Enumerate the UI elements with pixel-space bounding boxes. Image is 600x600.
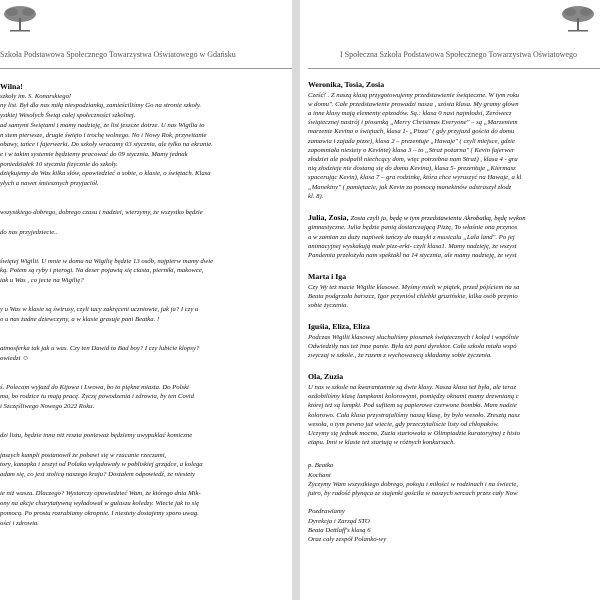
header-rule [0, 68, 292, 69]
signoff-line: Oraz cały zespół Polanko-wy [308, 535, 387, 543]
section-line: sobie życzenia. [308, 302, 349, 310]
section-line: zapomniała niestety o Kevinie) klasa 3 – to „Straż pożarna" ( Kevin fajerwer [308, 146, 515, 154]
letter-line: y u Was w klasie są świrusy, czyli tacy zakręceni uczniowie, jak ja? I czy u [0, 306, 199, 314]
signoff-line: Kochani [308, 471, 331, 479]
letter-line: n stem pierwsze, drugie święto i trochę wolnego. No i Nowy Rok, przywitanie [0, 131, 207, 139]
section-line: w domu". Całe przedstawienie prowadzi nasza , szósta klasa. My gramy główn [308, 100, 519, 108]
letter-line: poniedziałek 10 stycznia fizycznie do szkoły. [0, 160, 118, 168]
letter-line: dzi listu, będzie inna niż reszta ponieważ będziemy uwypuklać komiczne [0, 432, 193, 440]
section-inline-text: Zosia czyli ja, będę w tym przedstawieniu Akrobatką, będę wykon [350, 214, 526, 222]
signoff-line: Beata Dettlaff's klasą 6 [308, 526, 371, 534]
letter-line: atmosferka tak jak u was. Czy ten Dawid to Bad boy? I czy lubicie klopsy? [0, 344, 200, 352]
letter-line: ad samymi Świętami i mamy nadzieję, że list jeszcze dotrze. U nas Wigilia to [0, 121, 205, 129]
letter-line: ości i zdrowia. [0, 519, 39, 527]
letter-line: iak u Was , co jecie na Wigilię? [0, 277, 84, 284]
section-line: U nas w szkole na kwarantannie są dwie klasy. Nasza klasa też była, ale teraz [308, 383, 517, 391]
letter-line: dziękujemy do Was kilka słów, opowiedzieć o sobie, o klasie, o świętach. Klasa [0, 170, 211, 178]
letter-line: pomocą. Po prostu rozrabiamy okropnie. I niestety dostajemy sporo uwag. [0, 509, 199, 517]
section-author-names: Julia, Zosia [308, 212, 347, 222]
section-line: Podczas Wigilii klasowej słuchaliśmy piosenek świątecznych i kolęd i wspólnie [308, 333, 519, 341]
section-line: zamawia i zajada pizze), klasa 2 – prezentuje „Hawaje" ( czyli miejsce, gdzie [308, 137, 515, 145]
letter-line: ką. Potem są ryby i pierogi. Na deser pojawią się ciasta, pierniki, makowce, [0, 267, 204, 275]
letter-line: ny list. Był dla nas miłą niespodzianką, zamieściliśmy Go na stronie szkoły. [0, 102, 202, 110]
letter-line: jaszych kumpli postanowił że pobawi się w rzucanie rzeczami, [0, 451, 167, 459]
section-line: złodziei ale podpalił niechcący dom, więc potrzebna nam Straż) , klasa 4 - gra [308, 155, 518, 163]
letter-line: adam się, co jest stolicą naszego kraju? Dostałem odpowiedź, że niestety [0, 471, 196, 478]
section-line: ozdobiliśmy klasę lampkami kolorowymi, pomiędzy oknami mamy drewnianą c [308, 393, 519, 401]
section-line: zwyczaj w szkole., że razem z wychowawcą składamy sobie życzenia. [308, 352, 492, 360]
letter-line: ie niż wasza. Dlaczego? Wystarczy opowiedzieć Wam, że którego dnia Mik- [0, 490, 201, 498]
section-line: Beata podgrzała barszcz, Igor przyniósł chlebki gruzińskie, kilka osób przynio [308, 292, 518, 300]
header-rule [308, 68, 600, 69]
section-author-heading: Julia, Zosia, Zosia czyli ja, będę w tym przedstawieniu Akrobatką, będę wykon [308, 212, 526, 222]
letter-line: e i w takim systemie będziemy pracować do 09 stycznia. Mamy jednak [0, 150, 188, 158]
letter-line: o u nas żadne dziewczyny, a w klasie grasuje pani Beatka. ! [0, 315, 160, 323]
letter-line: szkoły im. S. Konarskiego! [0, 92, 72, 100]
section-line: animacyjnej wyskakują małe pizz-erki- czyli klasa1. Mamy nadzieję, że wszyst [308, 242, 517, 250]
letter-line: ony na akcje charytatywną wyładował w gulaszu koledzy. Wiecie jak to się [0, 500, 200, 508]
signoff-line: p. Beatka [308, 462, 334, 470]
letter-line: ma, bo rodzice tu mają pracę. Życzę powodzenia i zdrowia, by ten Covid [0, 393, 194, 401]
letter-line: obawy, tańce i fajerwerki. Do szkoły wracamy 03 stycznia, ale tylko na ekranie. [0, 141, 213, 149]
section-line: kolorowo. Cała klasa przystrajaliśmy naszą klasę, by było wesoło. Zresztą nasz [308, 411, 520, 419]
section-author-heading [308, 272, 346, 282]
section-line: Odwiedziły nas też inne panie. Była też pani dyrektor. Cała szkoła miała wspó [308, 343, 517, 350]
signoff-line: jutro, by radość płynąca ze stajenki gościła w naszych sercach przez cały Now [308, 489, 518, 497]
letter-line: ś. Polecam wyjazd do Kijowa i Lwowa, bo to piękne miasta. Do Polski [0, 383, 189, 391]
section-line: a inne klasy mają elementy epizodów. Są.: klasa 0 nasi najmłodsi, Zerówecz [308, 109, 512, 117]
signoff-line: Dyrekcja i Zarząd STO [308, 517, 370, 525]
signoff-line: Życzymy Wam wszystkiego dobrego, pokoju i miłości w rodzinach i na świecie, [308, 480, 519, 488]
tree-logo-icon [558, 4, 598, 34]
section-line: Czy Wy też macie Wigilie klasowe. Myśmy mieli w piątek, przed pójściem na sa [308, 283, 520, 291]
school-header: Szkoła Podstawowa Społecznego Towarzystwa Oświatowego w Gdańsku [0, 50, 236, 59]
letter-line: owiedzi ☺ [0, 354, 29, 362]
section-line: a w zamian za duży napiwek tańczy do muzyki z musicalu „Lala land". Po jej [308, 233, 515, 241]
letter-line: świętej Wigilii. U mnie w domu na Wigilię będzie 13 osób, najpierw mamy dwie [0, 257, 214, 265]
letter-line: i Szczęśliwego Nowego 2022 Roku. [0, 403, 95, 411]
section-line: kl. 8). [308, 192, 324, 200]
letter-page-left [0, 0, 292, 600]
section-line: Pandemia przełożyła nam spektakl na 14 stycznia, ale mamy nadzieję, że wyst [308, 252, 517, 259]
section-line: etapu. Inni w klasie też startują w różnych konkursach. [308, 439, 456, 447]
signoff-line: Pozdrawiamy [308, 508, 345, 516]
letter-line: tory, kanapka i zeszyt od Polaka wylądowały w pobliskiej grządce, a kolega [0, 461, 203, 469]
section-author-heading [308, 372, 343, 382]
letter-line: wszystkiego dobrego, dobrego czasu i nadziei, wierzymy, że wszystko będzie [0, 209, 203, 217]
greeting-line: Wilna! [0, 82, 23, 91]
section-line: Cześć! . Z naszą klasą przygotowujemy przedstawienie świąteczne. W tym roku [308, 91, 520, 99]
school-header: I Społeczna Szkoła Podstawowa Społecznego Towarzystwa Oświatowego [340, 50, 578, 59]
section-author-names: Marta i Iga [308, 272, 347, 282]
section-author-names: Ola, Zuzia [308, 372, 344, 382]
section-line: spacerując Kevin), klasa 7 – gra rodzinkę, która chce wyruszyć na Hawaje, a kl [308, 174, 522, 182]
section-line: marzenie Kevina o świętach, klasa 1- „Pizza" ( gdy przyjazd gościa do domu [308, 128, 515, 136]
section-line: nią złodzieje nie dostaną się do domu Kevina), klasa 5- prezentuje „Kiermasz [308, 165, 516, 173]
section-line: wesoła, o tym pewno już wiecie, gdy przeczytaliście listy od chłopaków. [308, 420, 499, 428]
letter-line: ystkiej Wesołych Świąt całej społeczności szkolnej. [0, 112, 136, 120]
section-author-heading [308, 80, 384, 90]
section-line: gimnastyczne. Julia będzie panią dostarczającą Pizzę, To właśnie ona przynos [308, 224, 518, 232]
section-line: której też są lampki. Pod sufitem są papierowe czerwone bombki. Mam nadzie [308, 402, 517, 410]
section-author-names: Weronika, Tosia, Zosia [308, 80, 385, 89]
letter-page-right [300, 0, 600, 600]
section-line: Uczymy się jednak mocno, Zuzia startowała w Olimpiadzie kuratoryjnej z histo [308, 429, 520, 437]
section-line: świątecznej nastrój i piosenką „Merry Christmas Everyone" – są „Marzeniem [308, 119, 518, 127]
section-author-heading [308, 322, 370, 332]
tree-logo-icon [0, 4, 40, 34]
section-line: „Manekiny" ( pamiętacie, jak Kevin za pomocą manekinów odstraszył złodz [308, 183, 512, 191]
section-author-names: Iguśia, Eliza, Eliza [308, 322, 370, 332]
letter-line: do nas przyjedziecie.. [0, 228, 58, 236]
letter-line: yłych a nawet śmiesznych przyjaciół. [0, 180, 99, 187]
